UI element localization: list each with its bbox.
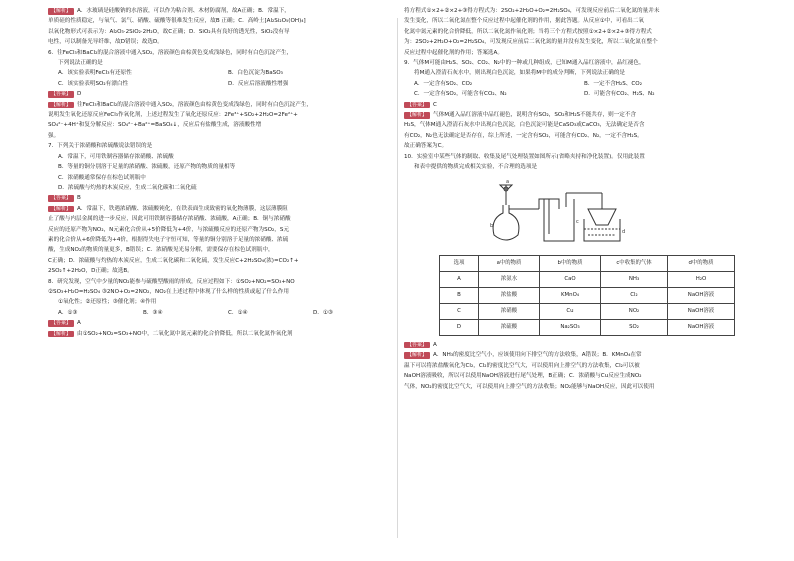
line-text: 电性，可以制备光导纤维，故D错误；故选D。: [48, 39, 163, 46]
line-text: 7．下列关于浓硝酸和浓硫酸说法错误的是: [48, 143, 153, 150]
text-line: [404, 371, 754, 381]
option-text: A．①③: [58, 309, 78, 316]
text-line: [404, 37, 754, 47]
text-line: [404, 48, 754, 58]
text-line: [48, 6, 398, 16]
text-line: [48, 173, 398, 183]
table-header-row: [440, 255, 735, 271]
table-cell: Cu: [540, 303, 601, 319]
table-cell: SO₂: [601, 319, 668, 335]
line-text: 和表中提供的物质完成相关实验，不合理的选项是: [414, 164, 538, 171]
line-text: 2SO₂↑+2H₂O，D正确；故选B。: [48, 268, 133, 275]
option-text: C．①④: [228, 309, 248, 316]
text-line: [404, 100, 754, 110]
text-line: [404, 68, 754, 78]
table-cell: CaO: [540, 271, 601, 287]
table-cell: NaOH溶液: [668, 287, 735, 303]
table-row: [440, 319, 735, 335]
table-cell: KMnO₄: [540, 287, 601, 303]
table-row: [440, 287, 735, 303]
options-row: [48, 68, 398, 78]
table-row: [440, 271, 735, 287]
table-cell: C: [440, 303, 479, 319]
table-cell: 浓硝酸: [479, 303, 540, 319]
option-text: A．一定含有SO₂、CO₂: [414, 80, 473, 87]
text-line: [48, 193, 398, 203]
text-line: [404, 162, 754, 172]
line-text: A．常温下，铁遇浓硝酸、浓硫酸钝化，在铁表面生成致密的氧化物薄膜，这层薄膜阻: [77, 205, 288, 212]
table-header-cell: d中的物质: [668, 255, 735, 271]
analysis-tag: 【解析】: [48, 206, 74, 213]
text-line: [48, 204, 398, 214]
text-line: [48, 100, 398, 110]
analysis-tag: 【解析】: [404, 112, 430, 119]
line-text: 说明发生氧化还原反应FeCl₃作氧化剂，上述过程发生了氧化还原反应：2Fe³⁺+SO₂+2H₂O=2Fe²⁺+: [48, 112, 298, 119]
line-text: D: [77, 91, 82, 98]
option-text: D．①③: [313, 309, 333, 316]
line-text: H₂S，气体M通入澄清石灰水中出现白色沉淀，白色沉淀可能是CaSO₃或CaCO₃，无法确定是否含: [404, 122, 645, 129]
line-text: 9．气体M可能由H₂S、SO₂、CO₂、N₂中的一种或几种组成，已知M通入品红溶液中，品红褪色，: [404, 60, 645, 67]
table-cell: H₂O: [668, 271, 735, 287]
line-text: C: [433, 101, 437, 108]
table-row: [440, 303, 735, 319]
analysis-tag: 【解析】: [404, 352, 430, 359]
label-d: d: [622, 228, 626, 235]
reaction-flask: [493, 185, 539, 240]
line-text: 单质硅的性质稳定，与氧气、氯气、硝酸、硫酸等很难发生反应，故B 正确；C．高岭土[Al₂Si₂O₅(OH)₄]: [48, 18, 306, 25]
table-cell: A: [440, 271, 479, 287]
text-line: [404, 16, 754, 26]
option-text: C．一定含有SO₂，可能含有CO₂、N₂: [414, 91, 507, 98]
line-text: D．浓硫酸与灼热的木炭反应，生成二氧化碳和二氧化硫: [58, 184, 197, 191]
apparatus-figure: [484, 179, 654, 247]
table-cell: 浓硫酸: [479, 319, 540, 335]
table-header-cell: 选项: [440, 255, 479, 271]
text-line: [48, 120, 398, 130]
line-text: 由①SO₂+NO₂=SO₃+NO中，二氧化氮中氮元素的化合价降低，所以二氧化氮作氧化剂: [77, 330, 293, 337]
line-text: 酸，生成NO₂的物质的量更多，B错误；C．浓硝酸见光易分解，需要保存在棕色试剂瓶中，: [48, 247, 274, 254]
text-line: [48, 183, 398, 193]
text-line: [48, 277, 398, 287]
line-text: 为：2SO₂+2H₂O+O₂=2H₂SO₄，可发现反应前后二氧化氮的量并没有发生变化，所以二氧化氮在整个: [404, 39, 658, 46]
reagent-table: [439, 255, 735, 336]
line-text: ②SO₃+H₂O=H₂SO₄ ③2NO+O₂=2NO₂，NO₂在上述过程中体现了什么样的性质或起了什么作用: [48, 288, 289, 295]
text-line: [404, 361, 754, 371]
table-cell: NO₂: [601, 303, 668, 319]
line-text: 往FeCl₃和BaCl₂的混合溶液中通入SO₂，溶液颜色由棕黄色变成浅绿色，同时有白色沉淀产生，: [77, 101, 313, 108]
option-text: D．反应后溶液酸性增强: [228, 80, 289, 87]
line-text: 10．实验室中某些气体的制取、收集及尾气处理装置如图所示(省略夹持和净化装置)。仅用此装置: [404, 153, 645, 160]
text-line: [48, 287, 398, 297]
text-line: [48, 110, 398, 120]
text-line: [404, 6, 754, 16]
text-line: [48, 297, 398, 307]
answer-tag: 【答案】: [48, 320, 74, 327]
line-text: B．等量的铜分别溶于足量的浓硝酸、浓硫酸，还原产物的物质的量相等: [58, 164, 236, 171]
answer-tag: 【答案】: [404, 102, 430, 109]
table-cell: NH₃: [601, 271, 668, 287]
line-text: A: [433, 341, 437, 348]
line-text: 反应的还原产物为NO₂，N元素化合价从+5价降低为+4价，与浓硫酸反应的还原产物为SO₂，S元: [48, 226, 290, 233]
line-text: 止了酸与内层金属的进一步反应，因此可用铁制容器储存浓硝酸、浓硫酸，A正确；B．铜与浓硝酸: [48, 216, 291, 223]
line-text: 8．研究发现，空气中少量的NO₂能参与硫酸型酸雨的形成，反应过程如下：①SO₂+NO₂=SO₃+NO: [48, 278, 295, 285]
table-cell: NaOH溶液: [668, 319, 735, 335]
analysis-tag: 【解析】: [48, 331, 74, 338]
analysis-tag: 【解析】: [48, 8, 74, 15]
text-line: [404, 110, 754, 120]
text-line: [48, 58, 398, 68]
table-cell: 浓氨水: [479, 271, 540, 287]
line-text: 反应过程中起催化剂的作用；答案选A。: [404, 49, 503, 56]
label-b: b: [490, 222, 494, 229]
right-top-text: [404, 6, 754, 173]
line-text: 下列说法正确的是: [58, 60, 103, 67]
text-line: [48, 214, 398, 224]
line-text: 发生变化，所以二氧化氮在整个反应过程中起催化剂的作用，据此答题。从反应①中，可看出二氧: [404, 18, 644, 25]
option-text: B．白色沉淀为BaSO₃: [228, 70, 283, 77]
options-row: [404, 89, 754, 99]
text-line: [48, 266, 398, 276]
text-line: [48, 225, 398, 235]
line-text: C．浓硝酸通常保存在棕色试剂瓶中: [58, 174, 146, 181]
table-header-cell: a中的物质: [479, 255, 540, 271]
text-line: [48, 27, 398, 37]
line-text: ①氧化性；②还原性；③催化剂；④作用: [58, 299, 157, 306]
answer-tag: 【答案】: [48, 195, 74, 202]
line-text: 6．往FeCl₃和BaCl₂的混合溶液中通入SO₂，溶液颜色由棕黄色变成浅绿色，同时有白色沉淀产生，: [48, 49, 293, 56]
label-c: c: [576, 218, 579, 225]
table-cell: 浓盐酸: [479, 287, 540, 303]
text-line: [48, 318, 398, 328]
line-text: C正确；D．浓硫酸与灼热的木炭反应，生成二氧化碳和二氧化硫，发生反应C+2H₂SO₄(浓)=CO₂↑+: [48, 257, 299, 264]
option-text: B．③④: [143, 309, 163, 316]
right-bottom-text: [404, 340, 754, 392]
label-a: a: [506, 178, 510, 185]
line-text: 将M通入澄清石灰水中，则出现白色沉淀，如果将M中的成分判断，下列说法正确的是: [414, 70, 626, 77]
option-text: B．一定不含H₂S、CO₂: [584, 80, 642, 87]
text-line: [48, 16, 398, 26]
option-text: D．可能含有CO₂、H₂S、N₂: [584, 91, 655, 98]
text-line: [48, 141, 398, 151]
line-text: 气体，NO₂的密度比空气大，可以使用向上排空气的方法收集；NO₂能够与NaOH反应，因此可以使用: [404, 383, 655, 390]
answer-tag: 【答案】: [48, 91, 74, 98]
line-text: 将方程式①×2+②×2+③得方程式为：2SO₂+2H₂O+O₂=2H₂SO₄，可发现反应前后二氧化氮的量并未: [404, 8, 660, 14]
text-line: [48, 152, 398, 162]
line-text: 温下可以将浓盐酸氧化为Cl₂，Cl₂的密度比空气大，可以使用向上排空气的方法收集，Cl₂可以被: [404, 362, 640, 369]
left-column: [48, 6, 398, 339]
line-text: 有CO₂，N₂也无法确定是否存在，综上所述，一定含有SO₂，可能含有CO₂、N₂，一定不含H₂S。: [404, 132, 643, 139]
table-cell: NaOH溶液: [668, 303, 735, 319]
line-text: 以氧化物形式可表示为：Al₂O₃·2SiO₂·2H₂O，故C正确；D．SiO₂具有良好的透光性，SiO₂没有导: [48, 28, 290, 35]
line-text: A: [77, 320, 81, 327]
text-line: [404, 27, 754, 37]
table-cell: Cl₂: [601, 287, 668, 303]
answer-tag: 【答案】: [404, 342, 430, 349]
line-text: 强。: [48, 132, 60, 139]
text-line: [48, 162, 398, 172]
text-line: [404, 120, 754, 130]
text-line: [48, 37, 398, 47]
text-line: [404, 152, 754, 162]
options-row: [404, 79, 754, 89]
absorbing-beaker: [584, 209, 620, 241]
table-cell: B: [440, 287, 479, 303]
text-line: [48, 131, 398, 141]
option-text: C．该实验表明SO₂有漂白性: [58, 80, 129, 87]
line-text: 化氮中氮元素的化合价降低，所以二氧化氮作氧化剂；当将三个方程式按照①×2+②×2+③得方程式: [404, 28, 652, 35]
text-line: [404, 58, 754, 68]
line-text: B: [77, 195, 81, 202]
line-text: NaOH溶液吸收，所以可以使用NaOH溶液进行尾气处理，B正确；C．浓硝酸与Cu反应生成NO₂: [404, 373, 642, 380]
line-text: 素的化合价从+6价降低为+4价，根据得失电子守恒可知，等量的铜分别溶于足量的浓硝酸、浓硫: [48, 236, 289, 243]
line-text: A．水玻璃是硅酸钠的水溶液，可以作为粘合剂、木材防腐剂，故A正确；B．常温下，: [77, 8, 290, 14]
text-line: [48, 89, 398, 99]
table-header-cell: c中收集的气体: [601, 255, 668, 271]
text-line: [48, 256, 398, 266]
text-line: [48, 329, 398, 339]
analysis-tag: 【解析】: [48, 102, 74, 109]
text-line: [48, 48, 398, 58]
options-row: [48, 308, 398, 318]
table-cell: Na₂SO₃: [540, 319, 601, 335]
text-line: [404, 131, 754, 141]
text-line: [48, 245, 398, 255]
table-cell: D: [440, 319, 479, 335]
line-text: A．常温下，可用铁制容器储存浓硝酸、浓硫酸: [58, 153, 174, 160]
text-line: [404, 350, 754, 360]
text-line: [404, 141, 754, 151]
text-line: [404, 382, 754, 392]
right-column: [404, 6, 754, 392]
text-line: [48, 235, 398, 245]
line-text: SO₄²⁻+4H⁺和复分解反应：SO₄²⁻+Ba²⁺=BaSO₄↓，反应后有盐酸生成，溶液酸性增: [48, 122, 262, 129]
line-text: 故正确答案为C。: [404, 143, 448, 150]
options-row: [48, 79, 398, 89]
option-text: A．该实验表明FeCl₃有还原性: [58, 70, 132, 77]
line-text: A．NH₃的密度比空气小，应该使用向下排空气的方法收集，A错误；B．KMnO₄在常: [433, 352, 642, 359]
line-text: 气体M通入品红溶液中品红褪色，说明含有SO₂，SO₂和H₂S不能共存，则一定不含: [433, 112, 637, 119]
text-line: [404, 340, 754, 350]
table-header-cell: b中的物质: [540, 255, 601, 271]
